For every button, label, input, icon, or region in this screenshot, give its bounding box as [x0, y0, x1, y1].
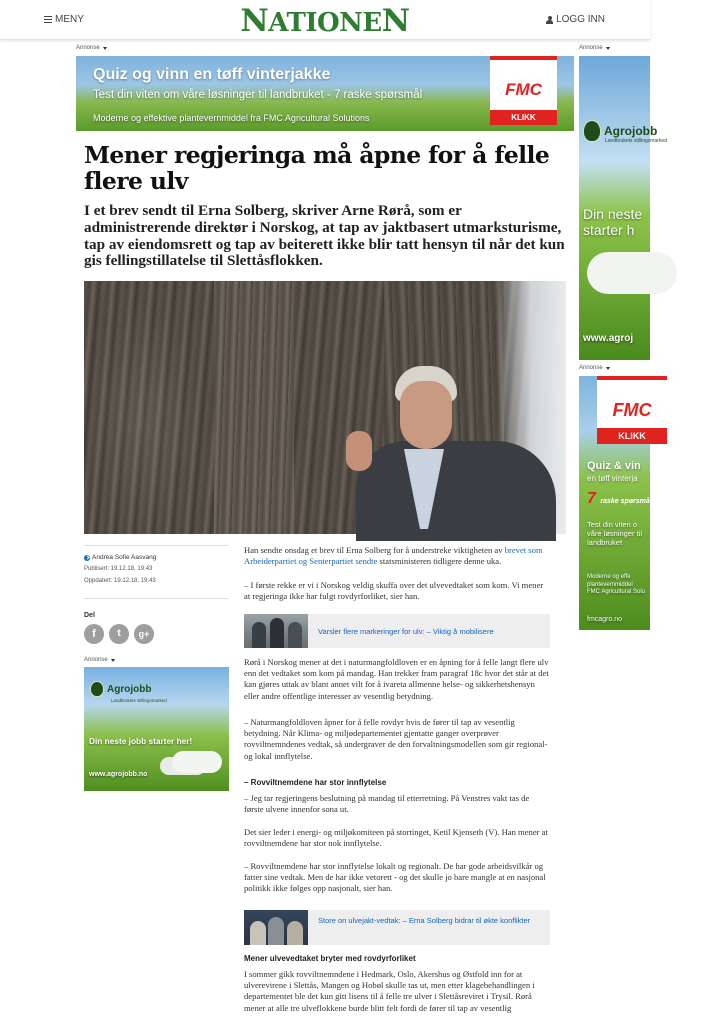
- paragraph-4: – Naturmangfoldloven åpner for å felle rovdyr hvis de fører til tap av vesentlig betydning. Når Klima- og miljødepartementet gjentatte ganger overprøver rovviltnemndenes vedtak, så undergraver de den forvaltningsmodellen som gir regional- og lokal innflytelse.: [244, 717, 548, 761]
- menu-button[interactable]: [44, 14, 84, 25]
- article-lead: I et brev sendt til Erna Solberg, skriver Arne Rørå, som er administrerende direktør i Norskog, at tap av jaktbasert utmarksturisme, tap av eiendomsrett og tap av beiterett ikke blir tatt hensyn til når det kun gis fellingstillatelse til Slettåsflokken.: [84, 202, 565, 270]
- paragraph-6: Det sier leder i energi- og miljøkomiteen på stortinget, Ketil Kjenseth (V). Han mener at rovviltnemdene har stor nok innflytelse.: [244, 827, 548, 849]
- paragraph-7: – Rovviltnemdene har stor innflytelse lokalt og regionalt. De har gode arbeidsvilkår og fatter sine vedtak. Men de har ikke vetorett - og det skulle jo bare mangle at en nasjonal politikk ikke følges opp nasjonalt, sier han.: [244, 861, 546, 894]
- ad-label-top[interactable]: Annonse: [76, 45, 107, 51]
- ad-label-left[interactable]: Annonse: [84, 657, 115, 663]
- agrojobb-url: www.agrojobb.no: [89, 771, 148, 778]
- caret-down-icon: [111, 659, 115, 662]
- agrojobb-ad-side[interactable]: [579, 56, 667, 360]
- googleplus-share-button[interactable]: g+: [134, 624, 154, 644]
- author-name: Andrea Sofie Aasvang: [92, 554, 157, 561]
- agrojobb-side-logo: Agrojobb: [583, 120, 657, 142]
- paragraph-3: Rørå i Norskog mener at det i naturmangfoldloven er en åpning for å felle langt flere ulv enn det vedtaket som kom på mandag. Han trekker fram paragraf 18c hvor det står at det kan gjøres uttak av blant annet vilt for å ivareta allmenne helse- og sikkerhetshensyn eller andre offentlige interesser av vesentlig betydning.: [244, 657, 549, 701]
- published-date: Publisert: 19.12.18, 19:43: [84, 566, 153, 572]
- fmc-side-logo: FMC: [612, 400, 652, 420]
- caret-down-icon: [103, 47, 107, 50]
- agrojobb-tagline: Landbrukets stillingsmarked: [111, 698, 167, 703]
- fmc-side-quiz-title: Quiz & vin: [587, 460, 641, 472]
- agrojobb-side-tagline: Landbrukets stillingsmarked: [605, 138, 667, 144]
- login-label: LOGG INN: [556, 14, 605, 25]
- article-headline: Mener regjeringa må åpne for å felle flere ulv: [84, 141, 550, 195]
- fmc-banner-ad[interactable]: [76, 56, 574, 131]
- klikk-button[interactable]: KLIKK: [490, 110, 557, 125]
- twitter-share-button[interactable]: t: [109, 624, 129, 644]
- fmc-side-seven: 7 raske spørsmål: [587, 490, 652, 507]
- fmc-logo: FMC: [505, 80, 542, 99]
- author-byline[interactable]: [84, 554, 156, 561]
- agrojobb-logo: Agrojobb: [90, 681, 151, 697]
- related-link-1[interactable]: Varsler flere markeringer for ulv: – Viktig å mobilisere: [318, 627, 494, 636]
- hay-bales-image: [172, 751, 222, 773]
- paragraph-1: Han sendte onsdag et brev til Erna Solberg for å understreke viktigheten av brevet som Arbeiderpartiet og Senterpartiet sendte statsministeren tidligere denne uka.: [244, 545, 543, 567]
- paragraph-2: – I første rekke er vi i Norskog veldig skuffa over det ulvevedtaket som kom. Vi mener at regjeringa ikke har fulgt rovdyrforliket, sier han.: [244, 580, 544, 602]
- agrojobb-side-url: www.agroj: [583, 333, 634, 344]
- meta-divider-top: [84, 545, 229, 546]
- agrojobb-slogan: Din neste jobb starter her!: [89, 736, 193, 746]
- related-article-2[interactable]: [244, 910, 550, 945]
- fmc-side-logo-box: [597, 376, 667, 444]
- agrojobb-badge-icon: [583, 120, 601, 142]
- ad-label-side-1[interactable]: Annonse: [579, 45, 610, 51]
- site-logo[interactable]: NATIONEN: [240, 3, 410, 39]
- fmc-side-test-text: Test din viten o våre løsninger til landbruket: [587, 520, 643, 547]
- banner-footer: Moderne og effektive plantevernmiddel fra FMC Agricultural Solutions: [93, 113, 370, 123]
- user-icon: [546, 16, 553, 24]
- subheading-2: Mener ulvevedtaket bryter med rovdyrforliket: [244, 954, 416, 963]
- article-hero-image: [84, 281, 566, 534]
- share-label: Del: [84, 612, 95, 619]
- subheading-1: – Rovviltnemdene har stor innflytelse: [244, 778, 387, 787]
- fmc-side-moderne-text: Moderne og effe plantevernmiddel FMC Agricultural Solu: [587, 574, 646, 595]
- hamburger-icon: [44, 16, 52, 23]
- meta-divider-bottom: [84, 598, 229, 599]
- paragraph-8: I sommer gikk rovviltnemndene i Hedmark, Oslo, Akershus og Østfold inn for at ulverevirene i Slettås, Mangen og Hobøl skulle tas ut, men etter klagebehandlingen i departementet ble det kun gitt lisens til å felle tre ulver i Slettåsreviret i Trysil. Rørå mener at alle tre ulveflokkene burde blitt felt fordi de fører til tap av vesentlig: [244, 969, 535, 1013]
- fmc-side-url: fmcagro.no: [587, 616, 623, 623]
- hay-bale-image: [587, 252, 677, 294]
- paragraph-5: – Jeg tar regjeringens beslutning på mandag til etterretning. På Venstres vakt tas de første ulvene innenfor sona ut.: [244, 793, 530, 815]
- author-check-icon: [84, 555, 90, 561]
- caret-down-icon: [606, 367, 610, 370]
- facebook-share-button[interactable]: f: [84, 624, 104, 644]
- updated-date: Oppdatert: 19.12.18, 19:43: [84, 578, 156, 584]
- fmc-ad-side[interactable]: [579, 376, 650, 630]
- ad-label-side-2[interactable]: Annonse: [579, 365, 610, 371]
- agrojobb-ad-left[interactable]: [84, 667, 229, 791]
- brevet-link[interactable]: brevet som Arbeiderpartiet og Senterpartiet sendte: [244, 545, 543, 567]
- related-link-2[interactable]: Store on ulvejakt-vedtak: – Erna Solberg bidrar til økte konflikter: [318, 916, 531, 925]
- top-navigation-bar: [0, 0, 650, 40]
- related-thumb-2: [244, 910, 308, 945]
- agrojobb-side-slogan: Din neste starter h: [583, 206, 643, 238]
- banner-subtitle: Test din viten om våre løsninger til landbruket - 7 raske spørsmål: [93, 89, 423, 101]
- klikk-side-button[interactable]: KLIKK: [597, 428, 667, 444]
- menu-label: MENY: [55, 14, 84, 25]
- fmc-side-quiz-sub: en tøff vinterja: [587, 474, 638, 483]
- banner-title: Quiz og vinn en tøff vinterjakke: [93, 66, 331, 83]
- agrojobb-badge-icon: [90, 681, 104, 697]
- related-article-1[interactable]: [244, 614, 550, 648]
- login-button[interactable]: [546, 14, 605, 25]
- fmc-logo-box: [490, 56, 557, 125]
- caret-down-icon: [606, 47, 610, 50]
- related-thumb-1: [244, 614, 308, 648]
